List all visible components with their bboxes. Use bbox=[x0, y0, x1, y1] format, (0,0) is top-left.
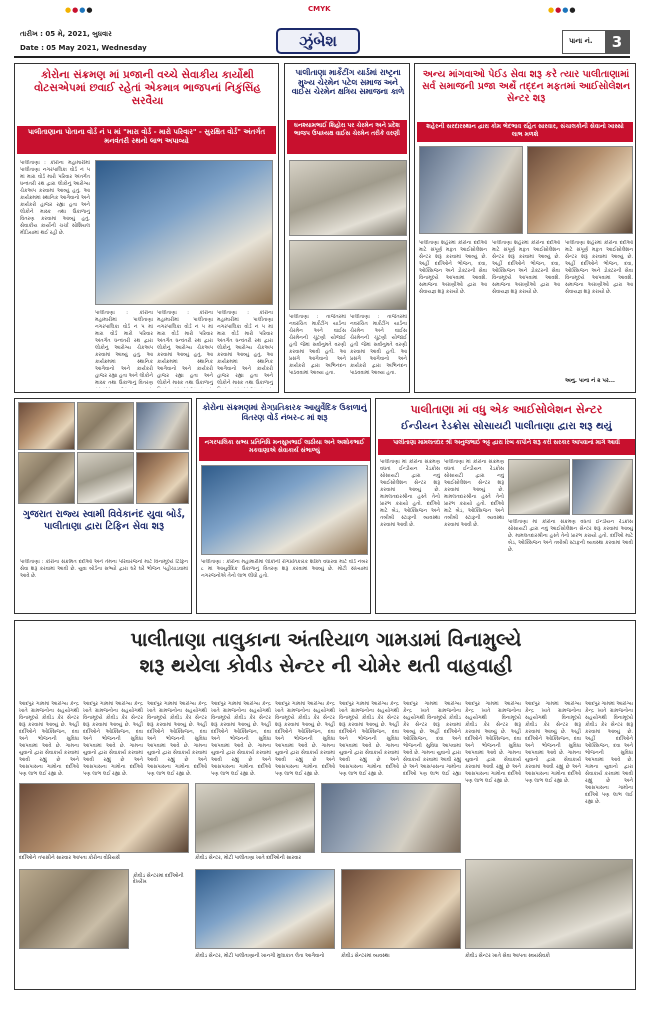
photo-village-5 bbox=[195, 869, 335, 949]
body-col-3: પાલીતાણા માં કોરોના સંક્રમણ વધતાં ઈન્ડીયન રેડક્રોસ સોસાયટી દ્વારા નવું આઈસોલેશન સેન્ટર શરૂ કરવામાં આવ્યું છે. મામલતદારશ્રીના હસ્તે તેનો પ્રારંભ કરાયો હતો. દર્દીઓ માટે બેડ, ઓક્સિજન અને તબીબી સ્ટાફની વ્યવસ્થા કરવામાં આવી છે. bbox=[508, 519, 633, 553]
date-english: Date : 05 May 2021, Wednesday bbox=[20, 44, 147, 52]
body-col-3: પાલીતાણા : કોરોના મહામારીમાં પાલીતાણા નગરપાલિકા વોર્ડ નં ૫ માં મારા વોર્ડ મારો પરિવાર અંતર્ગત ધન્વંતરી રથ દ્વારા લોકોનું આરોગ્ય ચેકઅપ કરવામાં આવ્યું હતું. આ કાર્યક્રમમાં સ્થાનિક આગેવાનો અને કાર્યકરો હાજર રહ્યા હતા અને લોકોને માસ્ક તથા ઉકાળાનું bbox=[157, 310, 213, 386]
body-col-2: પાલીતાણા : તાજેતરમાં નવરચિત માર્કેટીંગ યાર્ડના ચેરમેન અને વાઈસ ચેરમેનની ચૂંટણી યોજાઈ હતી જેમાં સર્વાનુમતે વરણી કરવામાં આવી હતી. આ પ્રસંગે આગેવાનો અને કાર્યકરો દ્વારા અભિનંદન પાઠવવામાં આવ્યા હતા. bbox=[350, 314, 407, 376]
body-col-1: પાલીતાણા માં કોરોના સંક્રમણ વધતાં ઈન્ડીયન રેડક્રોસ સોસાયટી દ્વારા નવું આઈસોલેશન સેન્ટર શરૂ કરવામાં આવ્યું છે. મામલતદારશ્રીના હસ્તે તેનો પ્રારંભ કરાયો હતો. દર્દીઓ માટે બેડ, ઓક્સિજન અને તબીબી સ્ટાફની વ્યવસ્થા કરવામાં આવી છે. bbox=[380, 459, 440, 528]
body-col-2: પાલીતાણા શહેરમાં કોરોના દર્દીઓ માટે સંપૂર્ણ મફત આઈસોલેશન સેન્ટર શરૂ કરવામાં આવ્યું છે. અહીં દર્દીઓને ભોજન, દવા, ઓક્સિજન અને ડોક્ટરની સેવા વિનામૂલ્યે આપવામાં આવશે. સમાજના અગ્રણીઓ દ્વારા આ સેવાયજ્ઞ શરૂ કરાયો છે. bbox=[492, 240, 560, 295]
body-col-2: પાલીતાણા માં કોરોના સંક્રમણ વધતાં ઈન્ડીયન રેડક્રોસ સોસાયટી દ્વારા નવું આઈસોલેશન સેન્ટર શરૂ કરવામાં આવ્યું છે. મામલતદારશ્રીના હસ્તે તેનો પ્રારંભ કરાયો હતો. દર્દીઓ માટે બેડ, ઓક્સિજન અને તબીબી સ્ટાફની વ્યવસ્થા કરવામાં આવી છે. bbox=[444, 459, 504, 528]
body-col-3: આદપુર ગામમાં આરોગ્ય કેન્દ્ર ખાતે ગ્રામજનોના સહયોગથી વિનામૂલ્યે કોવીડ કેર સેન્ટર શરૂ કરવામાં આવ્યું છે. અહીં દર્દીઓને ઓક્સિજન, દવા અને ભોજનની સુવિધા આપવામાં આવે છે. ગામના યુવાનો દ્વારા સેવાકાર્ય કરવામાં આવી રહ્યું છે અને આસપાસના ગામોના દર્દીઓ પણ લાભ લઈ રહ્યા છે. bbox=[147, 701, 207, 777]
photo-ukala-distribution bbox=[201, 465, 368, 555]
headline-line-1: પાલીતાણા તાલુકાના અંતરિયાળ ગામડામાં વિનામુલ્યે bbox=[130, 629, 522, 651]
body-col-2: પાલીતાણા : કોરોના મહામારીમાં પાલીતાણા નગરપાલિકા વોર્ડ નં ૫ માં મારા વોર્ડ મારો પરિવાર અંતર્ગત ધન્વંતરી રથ દ્વારા લોકોનું આરોગ્ય ચેકઅપ કરવામાં આવ્યું હતું. આ કાર્યક્રમમાં સ્થાનિક આગેવાનો અને કાર્યકરો હાજર રહ્યા હતા અને લોકોને માસ્ક તથા ઉકાળાનું વિતરણ bbox=[95, 310, 153, 386]
story-tiffin-service bbox=[14, 398, 192, 614]
body-col-4: પાલીતાણા : કોરોના મહામારીમાં પાલીતાણા નગરપાલિકા વોર્ડ નં ૫ માં મારા વોર્ડ મારો પરિવાર અંતર્ગત ધન્વંતરી રથ દ્વારા લોકોનું આરોગ્ય ચેકઅપ કરવામાં આવ્યું હતું. આ કાર્યક્રમમાં સ્થાનિક આગેવાનો અને કાર્યકરો હાજર રહ્યા હતા અને લોકોને માસ્ક તથા ઉકાળાનું bbox=[217, 310, 273, 386]
photo-village-1 bbox=[19, 783, 189, 853]
page-label: પાના નં. bbox=[569, 37, 593, 45]
photo-dhanvantari-vehicles bbox=[95, 160, 273, 305]
body-col-7: આદપુર ગામમાં આરોગ્ય કેન્દ્ર ખાતે ગ્રામજનોના સહયોગથી વિનામૂલ્યે કોવીડ કેર સેન્ટર શરૂ કરવામાં આવ્યું છે. અહીં દર્દીઓને ઓક્સિજન, દવા અને ભોજનની સુવિધા આપવામાં આવે છે. ગામના યુવાનો દ્વારા સેવાકાર્ય કરવામાં આવી રહ્યું છે અને આસપાસના ગામોના દર્દીઓ પણ લાભ લઈ રહ્યા bbox=[403, 701, 461, 777]
page-number: 3 bbox=[605, 31, 629, 53]
cmyk-mark: CMYK bbox=[308, 5, 331, 13]
caption-3: કોવીડ સેન્ટર, મોટી પાલીતાણાની ખાનગી મુલાકાત લેતા આગેવાનો bbox=[195, 953, 325, 959]
photo-redcross-2 bbox=[572, 459, 633, 515]
headline: ગુજરાત રાજ્ય સ્વામી વિવેકાનંદ યુવા બોર્ડ, પાલીતાણા દ્વારા ટિફિન સેવા શરૂ bbox=[22, 509, 186, 532]
continued-note: અનુ. પાના નં ૨ પર... bbox=[565, 378, 616, 384]
photo-redcross-1 bbox=[508, 459, 570, 515]
headline-line-2: ઈન્ડીયન રેડક્રોસ સોસાયટી પાલીતાણા દ્વારા શરૂ થયું bbox=[401, 421, 612, 432]
photo-village-6 bbox=[341, 869, 461, 949]
photo-village-4 bbox=[19, 869, 129, 949]
story-village-covid-center bbox=[14, 620, 636, 990]
masthead bbox=[14, 28, 630, 58]
photo-chairman bbox=[289, 160, 407, 236]
photo-tiffin-3 bbox=[136, 402, 189, 450]
photo-village-2 bbox=[195, 783, 315, 853]
photo-tiffin-4 bbox=[18, 452, 75, 504]
photo-group-left bbox=[419, 146, 523, 234]
story-isolation-center-free bbox=[414, 63, 636, 393]
photo-village-3 bbox=[321, 783, 461, 853]
subhead: નગરપાલિકા સભ્ય પ્રતિનિધિ મનસુખભાઈ લાઠીયા અને અશોકભાઈ મકવાણાએ સેવાકાર્ય સંભાળ્યું bbox=[199, 437, 370, 461]
caption-2: કોવીડ સેન્ટર, મોટી પાલીતાણા ખાતે દર્દીઓની સારવાર bbox=[195, 855, 302, 861]
photo-tiffin-2 bbox=[77, 402, 134, 450]
caption-5: કોવીડ સેન્ટરમાં વ્યવસ્થા bbox=[341, 953, 390, 959]
body-col-6: આદપુર ગામમાં આરોગ્ય કેન્દ્ર ખાતે ગ્રામજનોના સહયોગથી વિનામૂલ્યે કોવીડ કેર સેન્ટર શરૂ કરવામાં આવ્યું છે. અહીં દર્દીઓને ઓક્સિજન, દવા અને ભોજનની સુવિધા આપવામાં આવે છે. ગામના યુવાનો દ્વારા સેવાકાર્ય કરવામાં આવી રહ્યું છે અને આસપાસના ગામોના દર્દીઓ પણ લાભ લઈ રહ્યા છે. bbox=[339, 701, 399, 777]
story-wom-sarvaiya bbox=[14, 63, 279, 393]
body-col-10: આદપુર ગામમાં આરોગ્ય કેન્દ્ર ખાતે ગ્રામજનોના સહયોગથી વિનામૂલ્યે કોવીડ કેર સેન્ટર શરૂ કરવામાં આવ્યું છે. અહીં દર્દીઓને ઓક્સિજન, દવા અને ભોજનની સુવિધા આપવામાં આવે છે. ગામના યુવાનો દ્વારા સેવાકાર્ય કરવામાં આવી રહ્યું છે અને આસપાસના ગામોના દર્દીઓ પણ લાભ લઈ રહ્યા છે. bbox=[585, 701, 633, 805]
headline: કોરોના સંક્રમણ માં પ્રજાની વચ્ચે સેવાકીય કાર્યોથી વોટસએપમાં છવાઈ રહેતાં એકમાત્ર ભાજપનાં નિકુંસિંહ સરવૈયા bbox=[34, 69, 261, 108]
photo-village-7 bbox=[465, 859, 633, 949]
photo-tiffin-1 bbox=[18, 402, 75, 450]
paper-name-logo: ઝુંબેશ bbox=[276, 28, 360, 54]
body-col-9: આદપુર ગામમાં આરોગ્ય કેન્દ્ર ખાતે ગ્રામજનોના સહયોગથી વિનામૂલ્યે કોવીડ કેર સેન્ટર શરૂ કરવામાં આવ્યું છે. અહીં દર્દીઓને ઓક્સિજન, દવા અને ભોજનની સુવિધા આપવામાં આવે છે. ગામના યુવાનો દ્વારા સેવાકાર્ય કરવામાં આવી રહ્યું છે અને આસપાસના ગામોના દર્દીઓ પણ લાભ લઈ રહ્યા છે. bbox=[525, 701, 581, 784]
headline: અન્ય માંગવાઓ પેઈડ સેવા શરૂ કરે ત્યાર પાલીતાણામાં સર્વ સમાજની પ્રજા અર્થે તદ્દન મફતમાં આઈસોલેશન સેન્ટર શરૂ bbox=[421, 69, 631, 104]
body-col-3: પાલીતાણા શહેરમાં કોરોના દર્દીઓ માટે સંપૂર્ણ મફત આઈસોલેશન સેન્ટર શરૂ કરવામાં આવ્યું છે. અહીં દર્દીઓને ભોજન, દવા, ઓક્સિજન અને ડોક્ટરની સેવા વિનામૂલ્યે આપવામાં આવશે. સમાજના અગ્રણીઓ દ્વારા આ સેવાયજ્ઞ શરૂ કરાયો છે. bbox=[565, 240, 633, 295]
date-gujarati: તારીખ : 05 મે, 2021, બુધવાર bbox=[20, 30, 112, 38]
photo-vice-chairman bbox=[289, 240, 407, 310]
headline: કોરોના સંક્રમણમાં રોગપ્રતિકારક આયુર્વેદિક ઉકાળાનું વિતરણ વોર્ડ નંબર-૮ માં શરૂ bbox=[202, 403, 367, 422]
story-marketing-yard bbox=[284, 63, 410, 393]
photo-tiffin-5 bbox=[77, 452, 134, 504]
caption-6: કોવીડ સેન્ટર ખાતે સેવા આપતા સ્વયંસેવકો bbox=[465, 953, 550, 959]
page-label-box bbox=[562, 30, 630, 54]
headline: પાલીતાણા માર્કેટીંગ યાર્ડમાં રાષ્ટ્રના મુખ્ય ચેરમેન પટેલ સમાજ અને વાઈસ ચેરમેન ક્ષત્રિય સમાજના કાળે bbox=[291, 68, 405, 97]
subhead: પાલીતાણાના પોતાના વોર્ડ નં ૫ માં "મારા વોર્ડ - મારો પરિવાર" - સુરક્ષિત વોર્ડ" અંતર્ગત મનવંતરી રથનો લાભ અપાવ્યો bbox=[17, 126, 276, 154]
body-col-2: આદપુર ગામમાં આરોગ્ય કેન્દ્ર ખાતે ગ્રામજનોના સહયોગથી વિનામૂલ્યે કોવીડ કેર સેન્ટર શરૂ કરવામાં આવ્યું છે. અહીં દર્દીઓને ઓક્સિજન, દવા અને ભોજનની સુવિધા આપવામાં આવે છે. ગામના યુવાનો દ્વારા સેવાકાર્ય કરવામાં આવી રહ્યું છે અને આસપાસના ગામોના દર્દીઓ પણ લાભ લઈ રહ્યા છે. bbox=[83, 701, 143, 777]
photo-group-right bbox=[527, 146, 633, 234]
body-col-1: આદપુર ગામમાં આરોગ્ય કેન્દ્ર ખાતે ગ્રામજનોના સહયોગથી વિનામૂલ્યે કોવીડ કેર સેન્ટર શરૂ કરવામાં આવ્યું છે. અહીં દર્દીઓને ઓક્સિજન, દવા અને ભોજનની સુવિધા આપવામાં આવે છે. ગામના યુવાનો દ્વારા સેવાકાર્ય કરવામાં આવી રહ્યું છે અને આસપાસના ગામોના દર્દીઓ પણ લાભ લઈ રહ્યા છે. bbox=[19, 701, 79, 777]
caption-4: કોવીડ સેન્ટરમાં દર્દીઓની દેખરેખ bbox=[133, 873, 184, 885]
body-col-4: આદપુર ગામમાં આરોગ્ય કેન્દ્ર ખાતે ગ્રામજનોના સહયોગથી વિનામૂલ્યે કોવીડ કેર સેન્ટર શરૂ કરવામાં આવ્યું છે. અહીં દર્દીઓને ઓક્સિજન, દવા અને ભોજનની સુવિધા આપવામાં આવે છે. ગામના યુવાનો દ્વારા સેવાકાર્ય કરવામાં આવી રહ્યું છે અને આસપાસના ગામોના દર્દીઓ પણ લાભ લઈ રહ્યા છે. bbox=[211, 701, 271, 777]
body: પાલીતાણા : કોરોના મહામારીમાં લોકોની રોગપ્રતિકારક શક્તિ વધારવા માટે વોર્ડ નંબર ૮ માં આયુર્વેદિક ઉકાળાનું વિતરણ શરૂ કરવામાં આવ્યું છે. મોટી સંખ્યામાં નગરજનોએ તેનો લાભ લીધો હતો. bbox=[201, 559, 368, 579]
subhead: પાલીતાણા મામલતદાર શ્રી અનુજભાઈ ભટ્ટ દ્વારા રિબ કાપીને શરૂ કરી સરકાર આપવાનાં માર્ગે આવી bbox=[378, 439, 635, 455]
body-col-5: આદપુર ગામમાં આરોગ્ય કેન્દ્ર ખાતે ગ્રામજનોના સહયોગથી વિનામૂલ્યે કોવીડ કેર સેન્ટર શરૂ કરવામાં આવ્યું છે. અહીં દર્દીઓને ઓક્સિજન, દવા અને ભોજનની સુવિધા આપવામાં આવે છે. ગામના યુવાનો દ્વારા સેવાકાર્ય કરવામાં આવી રહ્યું છે અને આસપાસના ગામોના દર્દીઓ પણ લાભ લઈ રહ્યા છે. bbox=[275, 701, 335, 777]
body-col-1: પાલીતાણા : તાજેતરમાં નવરચિત માર્કેટીંગ યાર્ડના ચેરમેન અને વાઈસ ચેરમેનની ચૂંટણી યોજાઈ હતી જેમાં સર્વાનુમતે વરણી કરવામાં આવી હતી. આ પ્રસંગે આગેવાનો અને કાર્યકરો દ્વારા અભિનંદન પાઠવવામાં આવ્યા હતા. bbox=[289, 314, 346, 376]
story-ayurvedic-ukala bbox=[196, 398, 371, 614]
body-col-8: આદપુર ગામમાં આરોગ્ય કેન્દ્ર ખાતે ગ્રામજનોના સહયોગથી વિનામૂલ્યે કોવીડ કેર સેન્ટર શરૂ કરવામાં આવ્યું છે. અહીં દર્દીઓને ઓક્સિજન, દવા અને ભોજનની સુવિધા આપવામાં આવે છે. ગામના યુવાનો દ્વારા સેવાકાર્ય કરવામાં આવી રહ્યું છે અને આસપાસના ગામોના દર્દીઓ પણ લાભ લઈ રહ્યા છે. bbox=[465, 701, 521, 784]
headline-line-2: શરૂ થયેલા કોવીડ સેન્ટર ની ચોમેર થતી વાહવાહી bbox=[139, 655, 513, 677]
subhead: શહેરની સરદારસ્થાન દ્વારા કોમ ભેદભાવ રહિત સારવાર, સંચાલકોની સેવાનો ખાસ્સો લાભ મળશે bbox=[417, 122, 633, 142]
color-dots-right-icon: ●●●● bbox=[548, 6, 577, 14]
story-redcross-isolation bbox=[375, 398, 636, 614]
top-logo-bar bbox=[0, 4, 650, 16]
body-col-1: પાલીતાણા શહેરમાં કોરોના દર્દીઓ માટે સંપૂર્ણ મફત આઈસોલેશન સેન્ટર શરૂ કરવામાં આવ્યું છે. અહીં દર્દીઓને ભોજન, દવા, ઓક્સિજન અને ડોક્ટરની સેવા વિનામૂલ્યે આપવામાં આવશે. સમાજના અગ્રણીઓ દ્વારા આ સેવાયજ્ઞ શરૂ કરાયો છે. bbox=[419, 240, 487, 295]
color-dots-left-icon: ●●●● bbox=[65, 6, 94, 14]
body: પાલીતાણા : કોરોના સંક્રમિત દર્દીઓ અને તેમના પરિવારજનો માટે વિનામૂલ્યે ટિફિન સેવા શરૂ કરવામાં આવી છે. યુવા બોર્ડના સભ્યો દ્વારા ઘરે ઘરે ભોજન પહોંચાડવામાં આવે છે. bbox=[20, 559, 188, 579]
body-col-1: પાલીતાણા : કોરોના મહામારીમાં પાલીતાણા નગરપાલિકા વોર્ડ નં ૫ માં મારા વોર્ડ મારો પરિવાર અંતર્ગત ધન્વંતરી રથ દ્વારા લોકોનું આરોગ્ય ચેકઅપ કરવામાં આવ્યું હતું. આ કાર્યક્રમમાં સ્થાનિક આગેવાનો અને કાર્યકરો હાજર રહ્યા હતા અને લોકોને માસ્ક તથા ઉકાળાનું વિતરણ કરવામાં આવ્યું હતું. સેવાકીય કાર્યોની ચર્ચા સોશિયલ મીડિયામાં થઈ રહી છે. bbox=[20, 160, 90, 236]
headline-line-1: પાલીતાણા માં વધુ એક આઈસોલેશન સેન્ટર bbox=[410, 403, 603, 416]
caption-1: દર્દીઓને તપાસીને સારવાર આપતા કોરોના વોરિયર્સ bbox=[19, 855, 120, 861]
photo-tiffin-6 bbox=[136, 452, 189, 504]
subhead: ઘનશ્યામભાઈ શિહોરા પર ચેરમેન અને પ્રદેશ ભાજપ ઉપાધ્યક્ષ વાઈસ ચેરમેન તરીકે વરણી bbox=[287, 120, 407, 154]
